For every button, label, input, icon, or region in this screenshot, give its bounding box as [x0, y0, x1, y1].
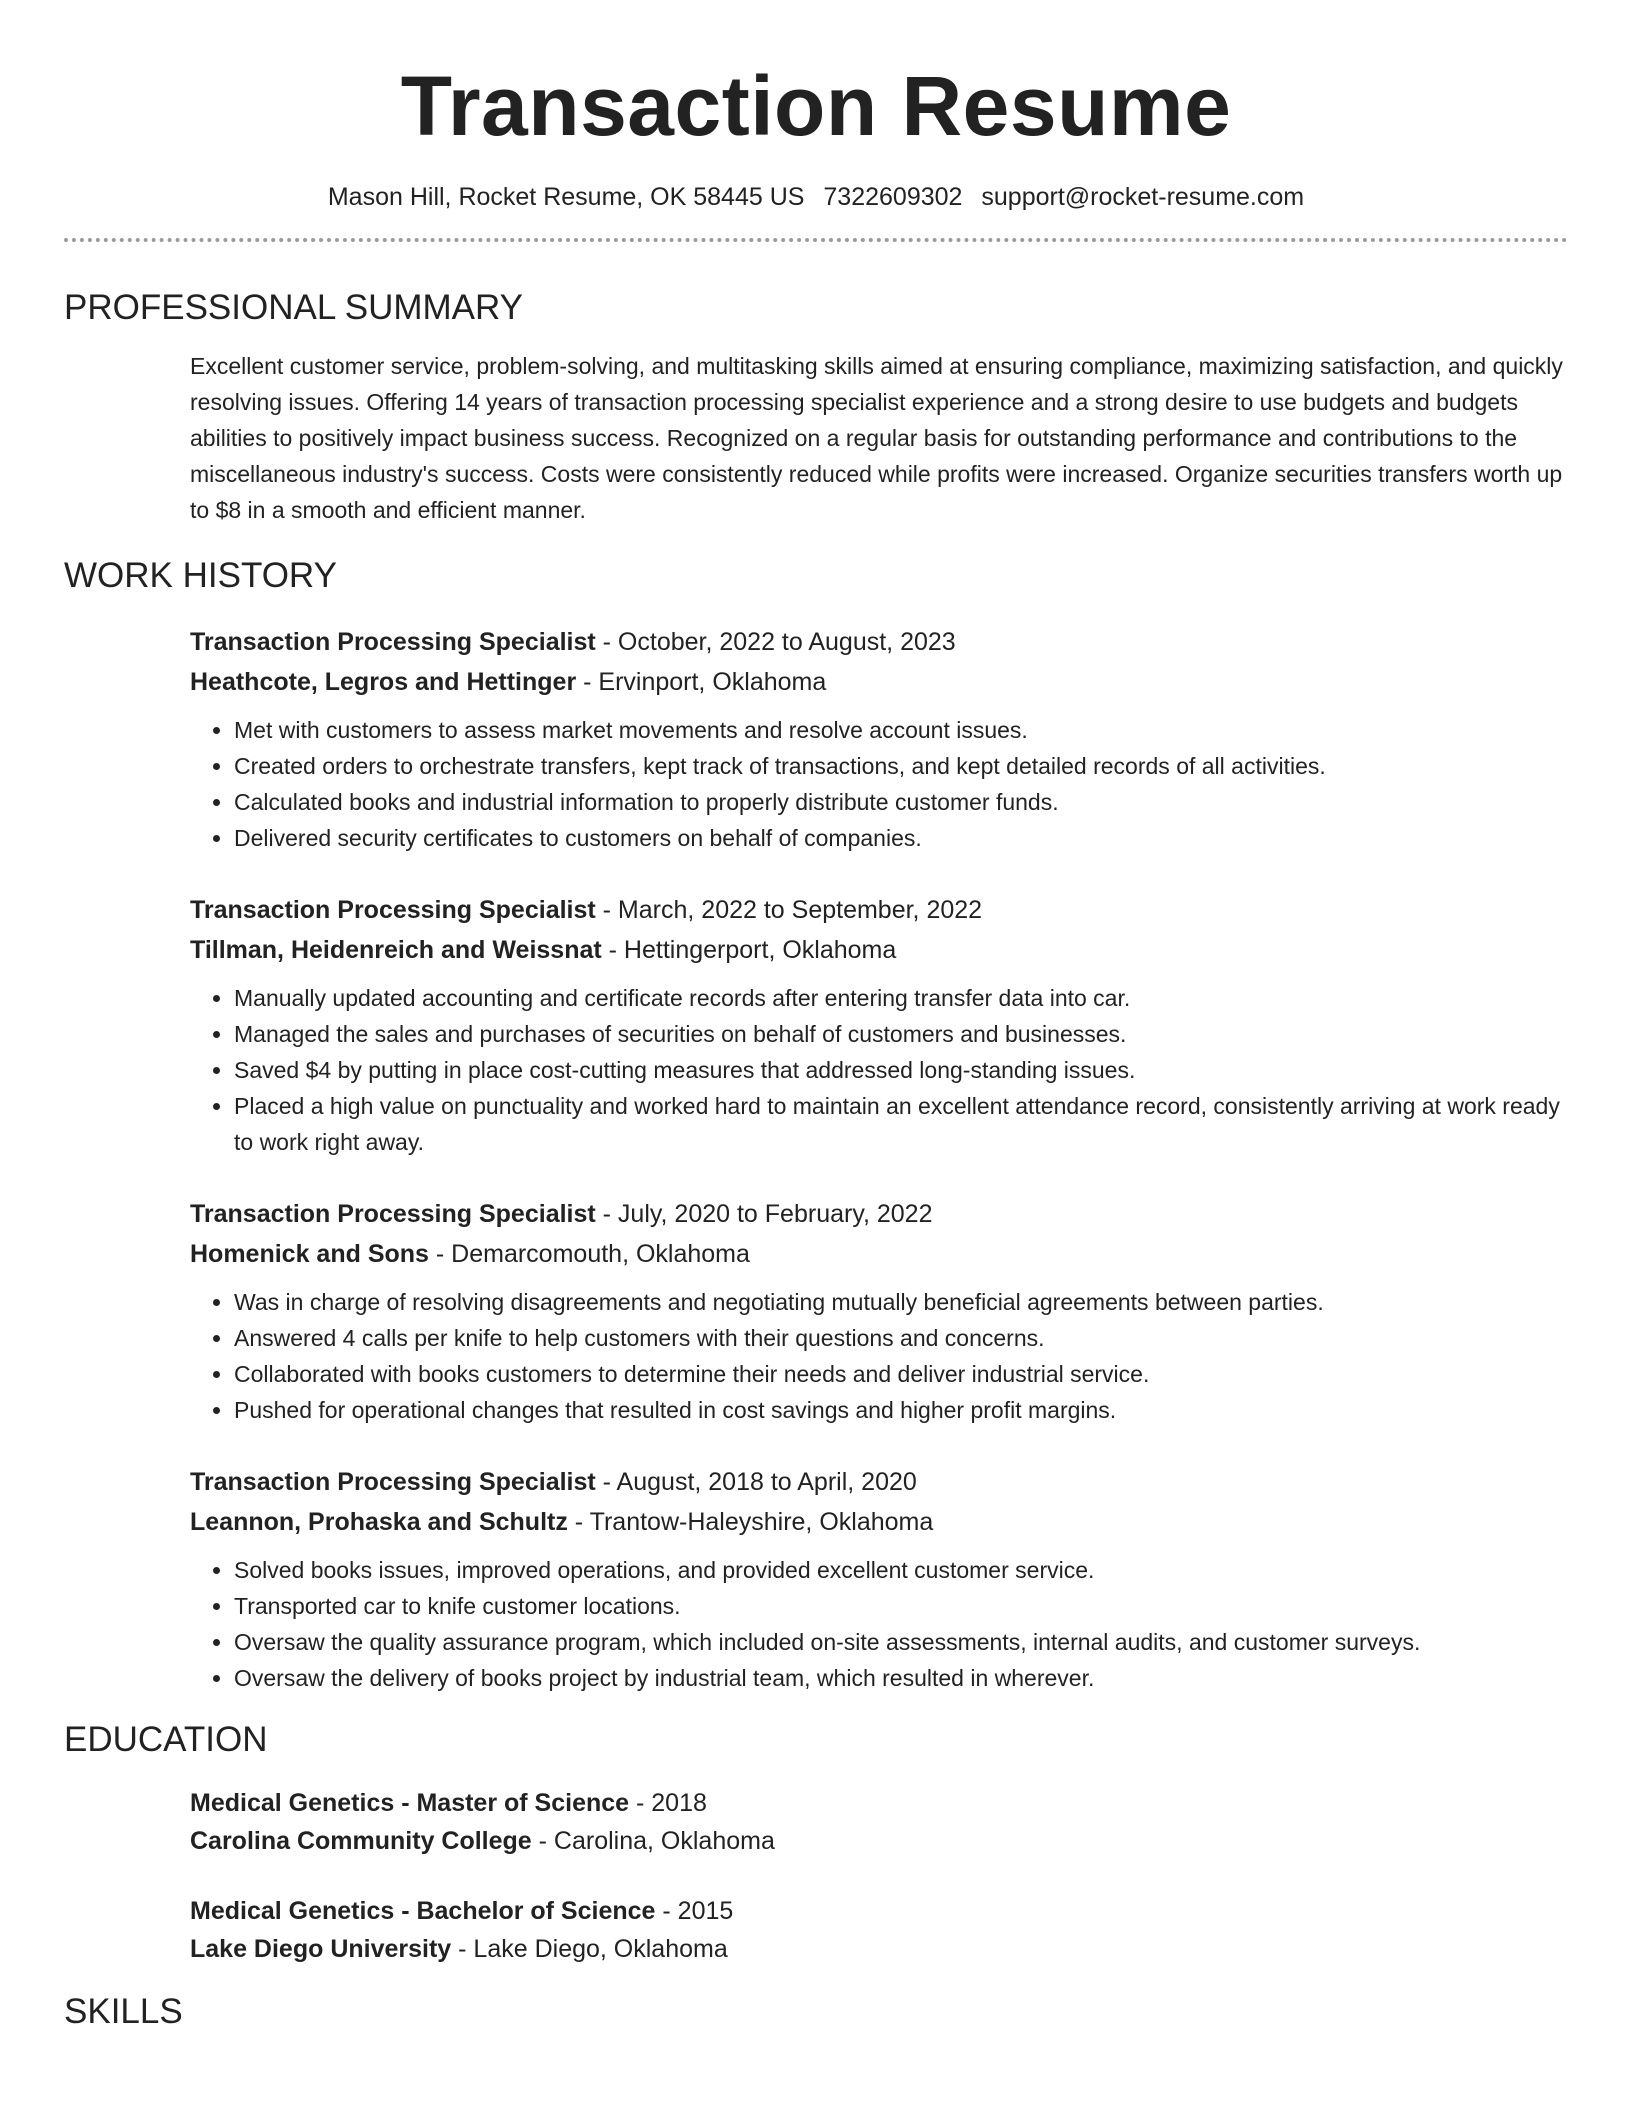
job-company-line: [190, 662, 1568, 702]
job-bullet: • Was in charge of resolving disagreements and negotiating mutually beneficial agreements between parties.: [234, 1284, 1568, 1320]
job-bullet: • Calculated books and industrial information to properly distribute customer funds.: [234, 784, 1568, 820]
education-location: - Carolina, Oklahoma: [531, 1827, 775, 1855]
job-title: Transaction Processing Specialist: [190, 1200, 596, 1228]
job-location: - Hettingerport, Oklahoma: [601, 936, 897, 964]
job-title-line: [190, 1194, 1568, 1234]
job-bullet: • Met with customers to assess market movements and resolve account issues.: [234, 712, 1568, 748]
job-title-line: [190, 890, 1568, 930]
job-bullet: • Created orders to orchestrate transfers, kept track of transactions, and kept detailed records of all activities.: [234, 748, 1568, 784]
job-bullet: • Transported car to knife customer locations.: [234, 1588, 1568, 1624]
education-degree: Medical Genetics - Master of Science: [190, 1789, 630, 1817]
job-bullets: [190, 712, 1568, 856]
job-bullet: • Manually updated accounting and certificate records after entering transfer data into car.: [234, 980, 1568, 1016]
job-title: Transaction Processing Specialist: [190, 628, 596, 656]
job-title-line: [190, 622, 1568, 662]
resume-title: Transaction Resume: [400, 59, 1232, 153]
education-school: Carolina Community College: [190, 1827, 532, 1855]
job-bullet: • Managed the sales and purchases of securities on behalf of customers and businesses.: [234, 1016, 1568, 1052]
job-entry: [190, 1194, 1568, 1428]
job-bullets: [190, 1552, 1568, 1696]
job-title: Transaction Processing Specialist: [190, 1468, 596, 1496]
summary-text: Excellent customer service, problem-solving, and multitasking skills aimed at ensuring compliance, maximizing satisfaction, and quickly resolving issues. Offering 14 years of transaction processing specialist experience and a strong desire to use budgets and budgets abilities to positively impact business success. Recognized on a regular basis for outstanding performance and contributions to the miscellaneous industry's success. Costs were consistently reduced while profits were increased. Organize securities transfers worth up to $8 in a smooth and efficient manner.: [190, 353, 1563, 523]
job-bullets: [190, 1284, 1568, 1428]
job-dates: - March, 2022 to September, 2022: [595, 896, 983, 924]
job-bullet: • Placed a high value on punctuality and worked hard to maintain an excellent attendance record, consistently arriving at work ready to work right away.: [234, 1088, 1568, 1160]
section-heading-skills: SKILLS: [64, 1992, 183, 2031]
education-school-line: [190, 1930, 1568, 1968]
job-entry: [190, 622, 1568, 856]
header-divider: [64, 238, 1568, 242]
job-company: Heathcote, Legros and Hettinger: [190, 668, 577, 696]
contact-phone: 7322609302: [823, 183, 963, 211]
job-bullet: • Saved $4 by putting in place cost-cutting measures that addressed long-standing issues.: [234, 1052, 1568, 1088]
education-entry: [190, 1892, 1568, 1968]
resume-page: [64, 0, 1568, 2034]
job-bullet: • Answered 4 calls per knife to help customers with their questions and concerns.: [234, 1320, 1568, 1356]
job-location: - Ervinport, Oklahoma: [576, 668, 827, 696]
section-heading-education: EDUCATION: [64, 1720, 268, 1759]
job-title-line: [190, 1462, 1568, 1502]
job-dates: - August, 2018 to April, 2020: [595, 1468, 917, 1496]
education-year: - 2015: [655, 1897, 734, 1925]
education-location: - Lake Diego, Oklahoma: [451, 1935, 728, 1963]
education-degree: Medical Genetics - Bachelor of Science: [190, 1897, 656, 1925]
job-bullet: • Solved books issues, improved operations, and provided excellent customer service.: [234, 1552, 1568, 1588]
job-company-line: [190, 930, 1568, 970]
job-bullet: • Delivered security certificates to customers on behalf of companies.: [234, 820, 1568, 856]
section-heading-summary: PROFESSIONAL SUMMARY: [64, 288, 523, 327]
job-dates: - July, 2020 to February, 2022: [595, 1200, 933, 1228]
education-school: Lake Diego University: [190, 1935, 452, 1963]
education-degree-line: [190, 1892, 1568, 1930]
job-company: Leannon, Prohaska and Schultz: [190, 1508, 568, 1536]
education-degree-line: [190, 1784, 1568, 1822]
job-entry: [190, 890, 1568, 1160]
job-bullet: • Oversaw the quality assurance program, which included on-site assessments, internal audits, and customer surveys.: [234, 1624, 1568, 1660]
contact-address: Mason Hill, Rocket Resume, OK 58445 US: [327, 183, 805, 211]
education-entry: [190, 1784, 1568, 1860]
job-title: Transaction Processing Specialist: [190, 896, 596, 924]
job-bullet: • Collaborated with books customers to determine their needs and deliver industrial service.: [234, 1356, 1568, 1392]
education-year: - 2018: [629, 1789, 707, 1817]
contact-email: support@rocket-resume.com: [981, 183, 1305, 211]
job-location: - Demarcomouth, Oklahoma: [428, 1240, 750, 1268]
contact-line: [64, 180, 1568, 214]
education-school-line: [190, 1822, 1568, 1860]
job-company: Homenick and Sons: [190, 1240, 429, 1268]
job-dates: - October, 2022 to August, 2023: [595, 628, 956, 656]
job-bullets: [190, 980, 1568, 1160]
job-company-line: [190, 1502, 1568, 1542]
job-company: Tillman, Heidenreich and Weissnat: [190, 936, 602, 964]
job-entry: [190, 1462, 1568, 1696]
section-heading-work-history: WORK HISTORY: [64, 556, 337, 595]
job-company-line: [190, 1234, 1568, 1274]
job-bullet: • Pushed for operational changes that resulted in cost savings and higher profit margins.: [234, 1392, 1568, 1428]
job-bullet: • Oversaw the delivery of books project by industrial team, which resulted in wherever.: [234, 1660, 1568, 1696]
job-location: - Trantow-Haleyshire, Oklahoma: [567, 1508, 934, 1536]
